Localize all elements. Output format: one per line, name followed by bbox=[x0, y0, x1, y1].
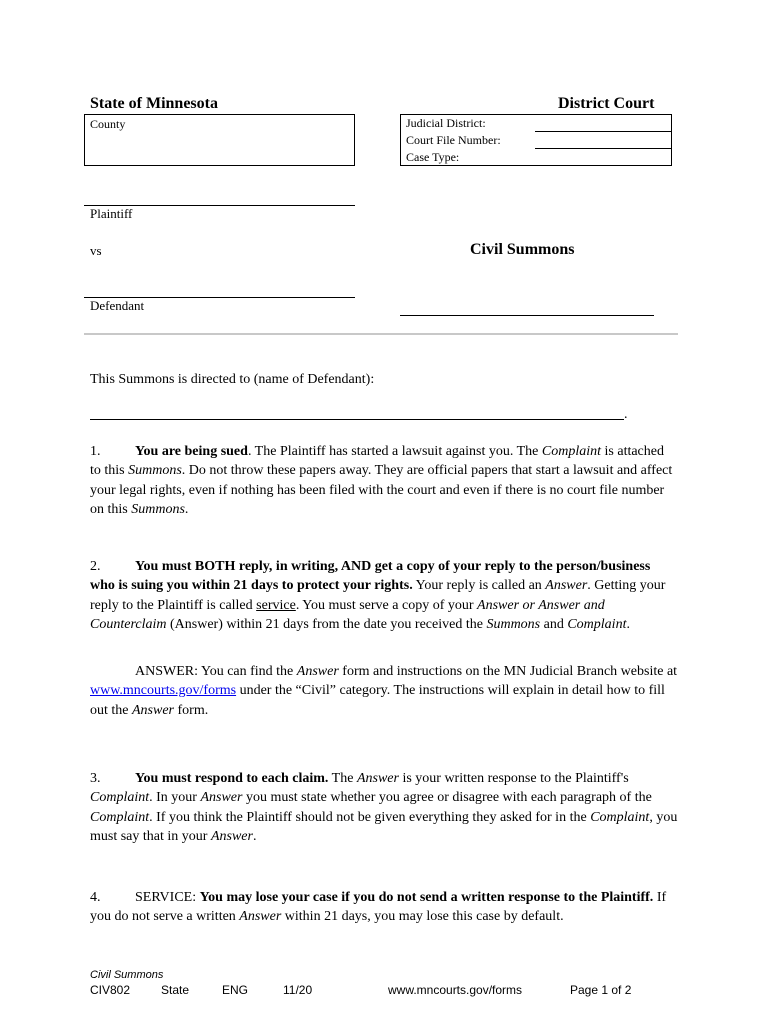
paragraph-4: 4. SERVICE: You may lose your case if you do not send a written response to the Plaintiff. If you do not serve a written Answer within 21 days, you may lose this case by default. bbox=[90, 890, 667, 925]
footer-revision: 11/20 bbox=[283, 983, 313, 997]
judicial-district-label: Judicial District: bbox=[406, 116, 486, 130]
paragraph-3-number: 3. bbox=[90, 771, 101, 786]
court-file-number-field[interactable] bbox=[535, 148, 671, 149]
court-file-number-label: Court File Number: bbox=[406, 133, 501, 147]
footer-url: www.mncourts.gov/forms bbox=[388, 983, 523, 997]
section-divider bbox=[84, 333, 678, 335]
plaintiff-label: Plaintiff bbox=[90, 206, 133, 221]
judicial-district-field[interactable] bbox=[535, 131, 671, 132]
footer-form-code: CIV802 bbox=[90, 983, 131, 997]
footer-language: ENG bbox=[222, 983, 249, 997]
document-title: Civil Summons bbox=[470, 241, 575, 258]
footer-title: Civil Summons bbox=[90, 969, 164, 981]
directed-to-text: This Summons is directed to (name of Defendant): bbox=[90, 372, 375, 387]
paragraph-1: 1. You are being sued. The Plaintiff has started a lawsuit against you. The Complaint is attached to this Summons. Do not throw these papers away. They are official papers that start a lawsuit and affect your legal rights, even if nothing has been filed with the court and even if there is no court file number on this Summons. bbox=[90, 444, 673, 518]
directed-period: . bbox=[624, 407, 628, 422]
paragraph-1-number: 1. bbox=[90, 444, 101, 459]
court-title: District Court bbox=[558, 95, 655, 112]
footer-jurisdiction: State bbox=[161, 983, 190, 997]
county-box[interactable] bbox=[84, 114, 355, 166]
case-type-label: Case Type: bbox=[406, 150, 460, 164]
county-label: County bbox=[90, 117, 126, 131]
defendant-label: Defendant bbox=[90, 298, 145, 313]
mncourts-forms-link[interactable]: www.mncourts.gov/forms bbox=[90, 683, 237, 699]
signature-line[interactable] bbox=[400, 315, 654, 316]
paragraph-2-number: 2. bbox=[90, 559, 101, 574]
vs-label: vs bbox=[90, 243, 102, 258]
paragraph-answer: ANSWER: You can find the Answer form and instructions on the MN Judicial Branch website at www.mncourts.gov/forms under the “Civil” category. The instructions will explain in detail how to fill out the Answer form. bbox=[90, 664, 678, 718]
paragraph-4-number: 4. bbox=[90, 890, 101, 905]
paragraph-2: 2. You must BOTH reply, in writing, AND get a copy of your reply to the person/business who is suing you within 21 days to protect your rights. Your reply is called an Answer. Getting your reply to the Plaintiff is called service. You must serve a copy of your Answer or Answer and Counterclaim (Answer) within 21 days from the date you received the Summons and Complaint. bbox=[90, 559, 666, 633]
paragraph-3: 3. You must respond to each claim. The Answer is your written response to the Plaintiff's Complaint. In your Answer you must state whether you agree or disagree with each paragraph of the Complaint. If you think the Plaintiff should not be given everything they asked for in the Complaint, you must say that in your Answer. bbox=[90, 771, 678, 845]
defendant-name-field[interactable] bbox=[90, 419, 624, 420]
state-title: State of Minnesota bbox=[90, 95, 218, 112]
footer-page: Page 1 of 2 bbox=[570, 983, 632, 997]
case-info-box bbox=[400, 114, 672, 166]
